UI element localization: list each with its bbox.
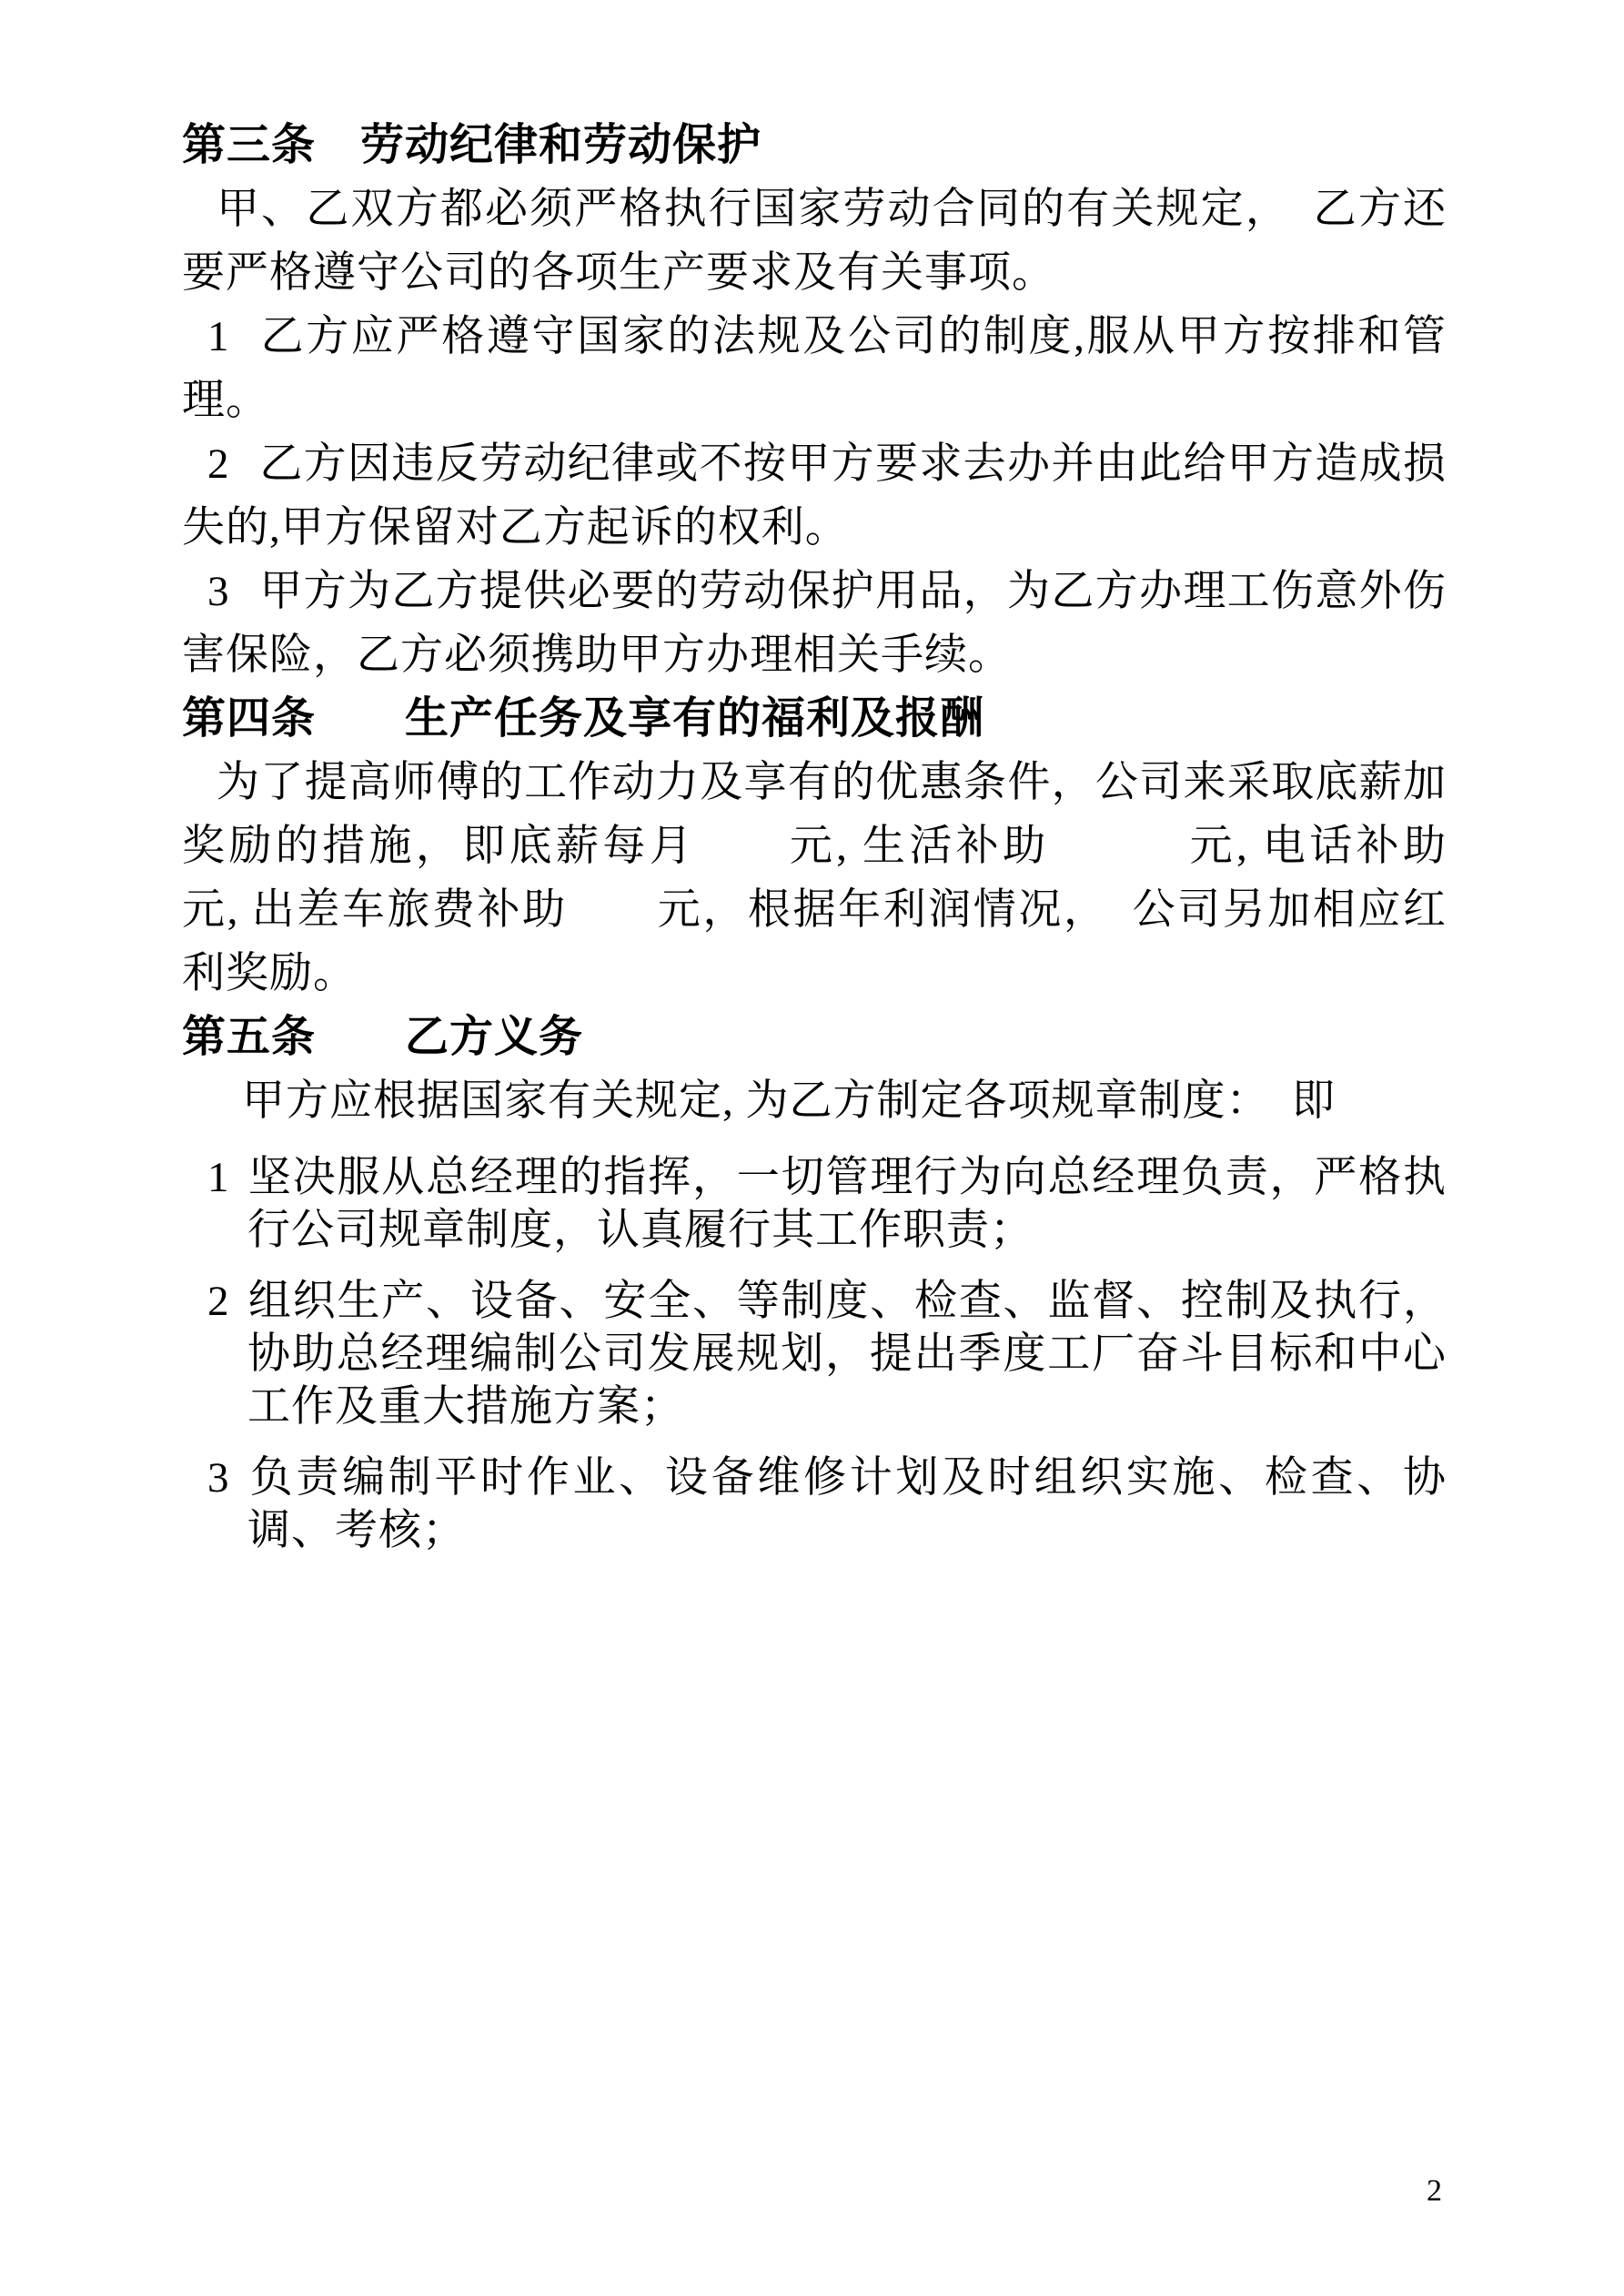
- item-text: 乙方因违反劳动纪律或不按甲方要求去办并由此给甲方造成损失的,甲方保留对乙方起诉的权利。: [182, 440, 1447, 551]
- item-number: 1: [207, 1154, 230, 1201]
- section-5-item-1: [182, 1151, 1447, 1257]
- section-3-intro-paragraph: 甲、乙双方都必须严格执行国家劳动合同的有关规定， 乙方还要严格遵守公司的各项生产要求及有关事项。: [182, 186, 1447, 297]
- section-5-item-3: [182, 1451, 1447, 1557]
- item-text: 负责编制平时作业、设备维修计划及时组织实施、检查、协调、考核；: [247, 1454, 1447, 1554]
- item-number: 1: [207, 313, 230, 360]
- section-3-item-1: [182, 305, 1447, 432]
- section-4-heading: 第四条 生产任务及享有的福利及报酬: [182, 694, 985, 743]
- section-4-body-paragraph: 为了提高师傅的工作动力及享有的优惠条件，公司来采取底薪加奖励的措施，即底薪每月 元, 生活补助 元, 电话补助 元, 出差车旅费补助 元，根据年利润情况， 公司另加相应红利奖励。: [182, 759, 1534, 997]
- item-text: 乙方应严格遵守国家的法规及公司的制度,服从甲方按排和管理。: [182, 313, 1447, 424]
- section-5-item-2: [182, 1275, 1447, 1433]
- item-number: 3: [207, 1454, 230, 1502]
- item-number: 2: [207, 1278, 230, 1325]
- item-number: 2: [207, 440, 230, 488]
- item-text: 坚决服从总经理的指挥，一切管理行为向总经理负责，严格执行公司规章制度，认真履行其工作职责；: [247, 1154, 1447, 1254]
- section-5-intro-paragraph: 甲方应根据国家有关规定, 为乙方制定各项规章制度： 即: [242, 1077, 1336, 1125]
- section-5-heading: 第五条 乙方义务: [182, 1013, 584, 1061]
- section-3-item-3: [182, 560, 1447, 687]
- item-number: 3: [207, 568, 230, 615]
- item-text: 甲方为乙方提供必要的劳动保护用品，为乙方办理工伤意外伤害保险，乙方必须携助甲方办理相关手续。: [182, 568, 1447, 679]
- section-3-item-2: [182, 432, 1447, 560]
- section-3-heading: 第三条 劳动纪律和劳动保护: [182, 121, 762, 169]
- item-text: 组织生产、设备、安全、等制度、检查、监督、控制及执行，协助总经理编制公司发展规划，提出季度工厂奋斗目标和中心工作及重大措施方案；: [247, 1278, 1447, 1431]
- page-number: 2: [1427, 2174, 1442, 2208]
- page-content: [182, 114, 1534, 1575]
